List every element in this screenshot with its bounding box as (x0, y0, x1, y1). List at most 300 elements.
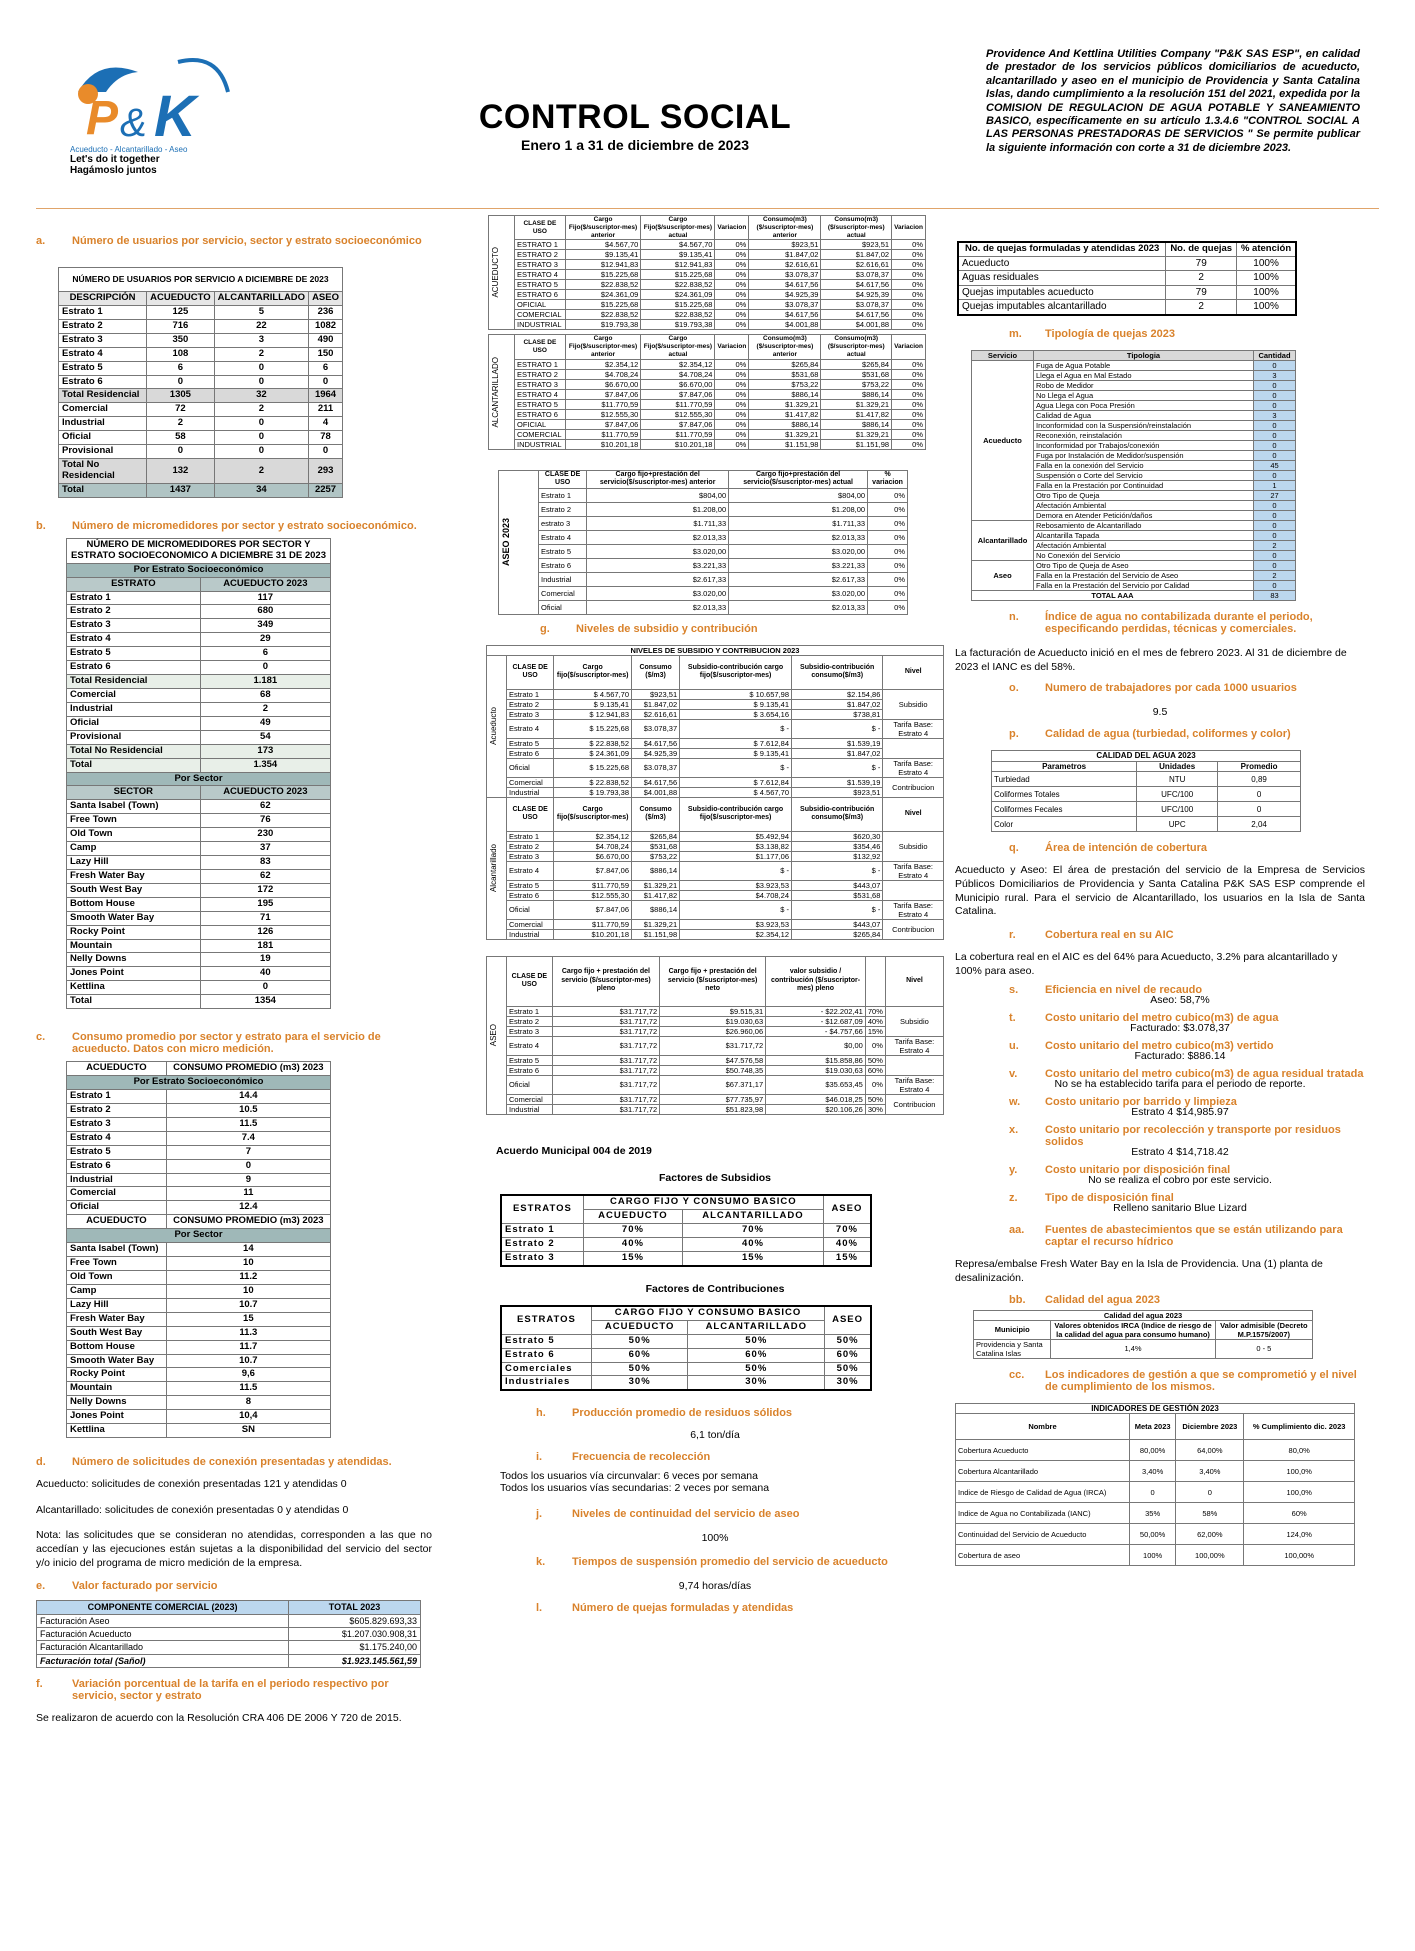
table-cell: 11.5 (166, 1382, 330, 1396)
table-row (489, 399, 926, 409)
table-cell: 0 (147, 375, 215, 389)
table-cell: $19.030,63 (766, 1065, 866, 1075)
tipologia-cell: Reconexión, reinstalación (1034, 430, 1254, 440)
section-title: Variación porcentual de la tarifa en el periodo respectivo por servicio, sector y estrato (72, 1677, 389, 1702)
side-label (487, 797, 507, 939)
table-row (67, 730, 331, 744)
table-cell: $1.329,21 (749, 399, 821, 409)
facturado-table (36, 1600, 421, 1668)
table-row (67, 1215, 331, 1229)
table-cell: Coliformes Fecales (992, 802, 1137, 817)
side-label (489, 216, 515, 330)
logo-tagline: Acueducto - Alcantarillado - Aseo (70, 145, 188, 154)
table-row (501, 1348, 871, 1362)
table-row (487, 880, 944, 890)
table-cell: $2.013,33 (729, 530, 868, 544)
table-cell: Por Sector (67, 1229, 331, 1243)
table-cell: $531,68 (792, 890, 883, 900)
table-cell: Estrato 6 (539, 558, 587, 572)
table-cell: 0% (868, 530, 908, 544)
table-cell: Estrato 5 (539, 544, 587, 558)
table-cell: 50% (825, 1334, 871, 1348)
table-cell: Industrial (507, 929, 554, 939)
table-cell: 62,00% (1176, 1524, 1244, 1545)
table-cell: Free Town (67, 814, 201, 828)
table-row (67, 577, 331, 591)
table-header-cell: CLASE DE USO (515, 216, 566, 240)
logo-slogan-es: Hagámoslo juntos (70, 165, 157, 176)
table-cell: $4.925,39 (749, 290, 821, 300)
table-header-cell: ESTRATOS (501, 1306, 591, 1334)
table-cell: $9.135,41 (565, 250, 641, 260)
table-cell: CALIDAD DEL AGUA 2023 (992, 751, 1301, 762)
tipologia-cell: Calidad de Agua (1034, 410, 1254, 420)
table-cell: Fresh Water Bay (67, 869, 201, 883)
table-row (487, 689, 944, 699)
table-cell: 58% (1176, 1503, 1244, 1524)
table-cell: Indice de Riesgo de Calidad de Agua (IRCA) (956, 1482, 1130, 1503)
table-cell: $2.617,33 (587, 572, 729, 586)
section-title: Tipología de quejas 2023 (1045, 327, 1176, 340)
table-cell: 1.354 (200, 758, 330, 772)
cobertura-area-text: Acueducto y Aseo: El área de prestación del servicio de la Empresa de Servicios Públicos Domiciliarios de Providencia y Santa Catalina P&K SAS ESP comprende el Municipio rural. Para el servicio de Alcantarillado, los usuarios en la Isla de Santa Catalina. (955, 864, 1365, 918)
table-row (487, 1094, 944, 1104)
table-cell: $3.138,82 (680, 841, 792, 851)
table-cell: 100% (1237, 300, 1296, 315)
table-cell: $1.151,98 (821, 439, 892, 449)
table-cell: 0 (200, 981, 330, 995)
table-header-cell: ESTRATOS (501, 1195, 583, 1223)
page-subtitle: Enero 1 a 31 de diciembre de 2023 (520, 137, 749, 153)
side-label-text: Acueducto (489, 707, 498, 745)
table-row (67, 939, 331, 953)
section-letter: bb. (1009, 1293, 1026, 1306)
continuidad-valor: 100% (701, 1532, 729, 1545)
table-row (67, 1243, 331, 1257)
table-cell: $ 12.941,83 (554, 709, 632, 719)
table-row (956, 1461, 1355, 1482)
table-cell: $3.221,33 (729, 558, 868, 572)
table-cell: $6.670,00 (554, 851, 632, 861)
table-cell: 30% (865, 1104, 885, 1114)
table-cell: 6 (309, 361, 343, 375)
table-cell: Estrato 5 (501, 1334, 591, 1348)
table-row (67, 786, 331, 800)
table-cell: 0% (715, 439, 749, 449)
table-cell: Estrato 6 (507, 748, 554, 758)
table-cell: 10 (166, 1257, 330, 1271)
table-row (67, 967, 331, 981)
table-cell: Comercial (507, 1094, 553, 1104)
table-cell: 3,40% (1129, 1461, 1175, 1482)
table-row (501, 1237, 871, 1251)
tarifas-alcantarillado-table (488, 334, 926, 449)
table-row (59, 459, 343, 484)
cantidad-cell: 0 (1254, 530, 1296, 540)
table-cell: 150 (309, 347, 343, 361)
nivel-cell: Subsidio (883, 831, 944, 861)
table-cell: 70% (683, 1224, 824, 1238)
table-row (972, 360, 1296, 370)
table-row (67, 1424, 331, 1438)
table-cell: 211 (309, 403, 343, 417)
table-cell: Industrial (59, 417, 147, 431)
table-cell: South West Bay (67, 883, 201, 897)
table-cell: NÚMERO DE MICROMEDIDORES POR SECTOR Y ESTRATO SOCIOECONOMICO A DICIEMBRE 31 DE 2023 (67, 538, 331, 563)
section-letter: aa. (1009, 1224, 1025, 1237)
table-cell: $11.770,59 (641, 429, 715, 439)
table-cell: Lazy Hill (67, 856, 201, 870)
table-cell: $3.078,37 (749, 270, 821, 280)
table-cell: $605.829.693,33 (289, 1614, 421, 1627)
table-cell: $4.708,24 (641, 369, 715, 379)
section-letter: e. (36, 1580, 46, 1593)
table-cell: Comerciales (501, 1362, 591, 1376)
table-cell: Old Town (67, 1271, 167, 1285)
table-cell: ESTRATO 6 (515, 409, 566, 419)
table-cell: $15.225,68 (641, 270, 715, 280)
table-cell: $443,07 (792, 880, 883, 890)
table-cell: Estrato 2 (507, 699, 554, 709)
table-row (487, 738, 944, 748)
cantidad-cell: 0 (1254, 430, 1296, 440)
section-i-heading (536, 1451, 944, 1463)
table-cell: 72 (147, 403, 215, 417)
table-row (992, 761, 1301, 772)
table-row (487, 929, 944, 939)
table-cell: $4.925,39 (821, 290, 892, 300)
nivel-cell: Contribucion (883, 777, 944, 797)
table-cell: 0% (892, 320, 926, 330)
table-cell: $1.208,00 (729, 502, 868, 516)
table-cell: Total No Residencial (67, 744, 201, 758)
table-cell: $1.847,02 (632, 699, 680, 709)
table-header-cell: CLASE DE USO (539, 470, 587, 488)
table-cell: Estrato 2 (59, 319, 147, 333)
table-cell: 6 (200, 647, 330, 661)
tipologia-cell: Agua Llega con Poca Presión (1034, 400, 1254, 410)
table-cell: $886,14 (749, 389, 821, 399)
table-cell: $1.711,33 (729, 516, 868, 530)
logo (58, 52, 258, 182)
table-cell: - $4.757,66 (766, 1026, 866, 1036)
table-cell: $1.207.030.908,31 (289, 1627, 421, 1640)
table-cell: $3.020,00 (587, 586, 729, 600)
section-letter: c. (36, 1031, 46, 1044)
table-cell: Coliformes Totales (992, 787, 1137, 802)
section-letter: w. (1009, 1096, 1021, 1109)
table-cell: Nelly Downs (67, 953, 201, 967)
table-row (59, 417, 343, 431)
table-cell: $1.208,00 (587, 502, 729, 516)
table-cell: Santa Isabel (Town) (67, 1243, 167, 1257)
table-cell: 70% (583, 1224, 682, 1238)
table-cell: Industrial (67, 1173, 167, 1187)
table-cell: Indice de Agua no Contabilizada (IANC) (956, 1503, 1130, 1524)
section-letter: x. (1009, 1124, 1019, 1137)
table-row (487, 748, 944, 758)
calidad-agua-table (991, 750, 1301, 832)
table-cell: $11.770,59 (554, 880, 632, 890)
table-cell: 10,4 (166, 1410, 330, 1424)
table-cell: $1.711,33 (587, 516, 729, 530)
table-cell: $67.371,17 (660, 1075, 766, 1094)
table-cell: $1.539,19 (792, 738, 883, 748)
table-cell: Kettlina (67, 1424, 167, 1438)
table-cell: Estrato 3 (507, 851, 554, 861)
fuentes-text: Represa/embalse Fresh Water Bay en la Isla de Providencia. Una (1) planta de desalinización. (955, 1258, 1323, 1284)
table-row (67, 911, 331, 925)
table-row (499, 572, 908, 586)
table-cell: SECTOR (67, 786, 201, 800)
section-letter: i. (536, 1451, 543, 1464)
section-cc-heading (1009, 1369, 1365, 1393)
section-letter: z. (1009, 1192, 1018, 1205)
table-cell: Cobertura Acueducto (956, 1440, 1130, 1461)
cantidad-cell: 0 (1254, 360, 1296, 370)
table-cell: 236 (309, 305, 343, 319)
table-cell: $265,84 (792, 929, 883, 939)
table-cell: Por Estrato Socioeconómico (67, 1076, 331, 1090)
table-row (67, 702, 331, 716)
table-cell: 1305 (147, 389, 215, 403)
table-row (487, 1016, 944, 1026)
table-cell: 0 (1218, 802, 1301, 817)
table-cell: Comercial (59, 403, 147, 417)
subsidios-aseo-table (486, 956, 944, 1115)
table-row (67, 1201, 331, 1215)
table-row (958, 285, 1296, 300)
table-row (487, 1055, 944, 1065)
table-header-cell: Subsidio-contribución cargo fijo($/suscriptor-mes) (680, 797, 792, 831)
side-label-text: ASEO (489, 1023, 498, 1047)
table-cell: $265,84 (632, 831, 680, 841)
table-cell: $1.329,21 (632, 919, 680, 929)
table-cell: ESTRATO 2 (515, 250, 566, 260)
section-r-heading (1009, 929, 1365, 941)
table-cell: UFC/100 (1137, 802, 1218, 817)
table-cell: ESTRATO 1 (515, 359, 566, 369)
section-o-heading (1009, 682, 1365, 694)
table-cell: $886,14 (749, 419, 821, 429)
table-row (487, 900, 944, 919)
table-cell: $923,51 (632, 689, 680, 699)
table-row (487, 709, 944, 719)
table-cell: CONSUMO PROMEDIO (m3) 2023 (166, 1062, 330, 1076)
subsidios-table (486, 645, 944, 940)
section-letter: t. (1009, 1012, 1016, 1025)
table-cell: 10.5 (166, 1103, 330, 1117)
side-label-text: Alcantarillado (489, 844, 498, 893)
solicitudes-acueducto: Acueducto: solicitudes de conexión presentadas 121 y atendidas 0 (36, 1478, 347, 1491)
table-cell: Oficial (67, 1201, 167, 1215)
table-cell: Total Residencial (59, 389, 147, 403)
table-cell: $3.078,37 (821, 300, 892, 310)
table-header-cell: Variacion (892, 216, 926, 240)
table-row (67, 953, 331, 967)
table-row (499, 530, 908, 544)
table-cell: Industrial (507, 1104, 553, 1114)
table-cell: 8 (166, 1396, 330, 1410)
factores-subsidios-table (500, 1194, 872, 1267)
table-cell: $ - (792, 758, 883, 777)
table-cell: 1354 (200, 995, 330, 1009)
table-cell: 71 (200, 911, 330, 925)
table-cell: $12.555,30 (641, 409, 715, 419)
section-title: Fuentes de abastecimientos que se están utilizando para captar el recurso hídrico (1045, 1224, 1343, 1249)
table-cell: 2257 (309, 483, 343, 497)
table-header-cell: Nivel (885, 956, 943, 1006)
tipologia-cell: Falla en la Prestación por Continuidad (1034, 480, 1254, 490)
side-label-text: ASEO 2023 (501, 518, 511, 567)
table-cell: 32 (214, 389, 308, 403)
table-cell: % Cumplimiento dic. 2023 (1244, 1414, 1355, 1440)
logo-slogan-en: Let's do it together (70, 154, 160, 165)
table-cell: 14.4 (166, 1090, 330, 1104)
table-header-cell: ASEO (825, 1306, 871, 1334)
table-cell: 0% (868, 572, 908, 586)
table-row (956, 1524, 1355, 1545)
table-header-cell: Consumo ($/m3) (632, 655, 680, 689)
table-cell: 0% (715, 409, 749, 419)
table-row (974, 1339, 1313, 1358)
section-v-valor: No se ha establecido tarifa para el periodo de reporte. (1054, 1078, 1306, 1091)
section-aa-heading (1009, 1224, 1365, 1248)
table-cell: Total (67, 758, 201, 772)
table-cell: 0% (715, 389, 749, 399)
table-cell: $15.225,68 (565, 270, 641, 280)
table-cell: $1.847,02 (749, 250, 821, 260)
table-row (489, 280, 926, 290)
table-cell: $ - (680, 861, 792, 880)
table-header-cell: Cargo Fijo($/suscriptor-mes) anterior (565, 216, 641, 240)
section-d-heading (36, 1456, 432, 1468)
table-cell: 11.3 (166, 1326, 330, 1340)
table-cell: Estrato 4 (507, 861, 554, 880)
table-cell: Camp (67, 1284, 167, 1298)
servicio-cell: Alcantarillado (972, 520, 1034, 560)
table-row (499, 488, 908, 502)
table-cell: $4.567,70 (565, 240, 641, 250)
table-row (487, 1065, 944, 1075)
table-cell: 40% (823, 1237, 871, 1251)
table-row (67, 1159, 331, 1173)
table-cell: 62 (200, 800, 330, 814)
table-cell: 15% (865, 1026, 885, 1036)
nivel-cell (883, 880, 944, 900)
section-letter: k. (536, 1556, 546, 1569)
table-row (67, 1090, 331, 1104)
table-cell: 2,04 (1218, 817, 1301, 832)
table-row (59, 403, 343, 417)
table-cell: $ 9.135,41 (554, 699, 632, 709)
tarifas-acueducto-table (488, 215, 926, 330)
table-row (489, 369, 926, 379)
table-cell: 0% (715, 429, 749, 439)
table-cell: Industriales (501, 1376, 591, 1390)
table-cell: 50% (591, 1334, 688, 1348)
table-cell: $31.717,72 (552, 1006, 659, 1016)
table-cell: 100,0% (1244, 1461, 1355, 1482)
table-cell: $804,00 (587, 488, 729, 502)
table-row (59, 431, 343, 445)
nivel-cell: Tarifa Base: Estrato 4 (883, 758, 944, 777)
table-cell: 100% (1129, 1545, 1175, 1566)
table-cell: 34 (214, 483, 308, 497)
table-row (67, 1173, 331, 1187)
table-cell: 490 (309, 333, 343, 347)
table-cell: $4.617,56 (821, 310, 892, 320)
table-cell: 0% (865, 1075, 885, 1094)
table-cell: 1964 (309, 389, 343, 403)
tipologia-cell: Robo de Medidor (1034, 380, 1254, 390)
table-cell: $3.078,37 (632, 758, 680, 777)
table-header-cell: Nivel (883, 655, 944, 689)
tipologia-table (971, 350, 1296, 601)
section-y-valor: No se realiza el cobro por este servicio. (1088, 1174, 1272, 1187)
table-row (487, 831, 944, 841)
table-cell: 0% (715, 369, 749, 379)
table-row (67, 619, 331, 633)
section-n-heading (1009, 611, 1365, 635)
table-cell: 0% (892, 310, 926, 320)
table-cell: $10.201,18 (565, 439, 641, 449)
table-cell: ESTRATO 4 (515, 270, 566, 280)
table-row (67, 1312, 331, 1326)
table-cell: Estrato 1 (507, 831, 554, 841)
table-cell: Comercial (507, 777, 554, 787)
table-cell: 1082 (309, 319, 343, 333)
table-row (487, 758, 944, 777)
table-row (67, 688, 331, 702)
table-cell: Estrato 6 (59, 375, 147, 389)
table-header-cell: Consumo ($/m3) (632, 797, 680, 831)
section-x-heading (1009, 1124, 1365, 1148)
table-cell: Estrato 3 (67, 1117, 167, 1131)
cantidad-cell: 0 (1254, 440, 1296, 450)
table-cell: $7.847,06 (554, 861, 632, 880)
table-cell: Providencia y Santa Catalina Islas (974, 1339, 1051, 1358)
section-letter: l. (536, 1602, 543, 1615)
section-g-heading (540, 623, 944, 635)
table-cell: $4.001,88 (749, 320, 821, 330)
table-row (487, 1075, 944, 1094)
irca-table (973, 1310, 1313, 1359)
table-cell: 70% (823, 1224, 871, 1238)
table-cell: 7 (166, 1145, 330, 1159)
section-title: Número de solicitudes de conexión presentadas y atendidas. (72, 1456, 392, 1469)
table-cell: 230 (200, 828, 330, 842)
table-cell: 0% (892, 250, 926, 260)
table-row (37, 1641, 421, 1654)
table-cell: 50% (591, 1362, 688, 1376)
table-cell: Oficial (539, 600, 587, 614)
table-cell: $ 24.361,09 (554, 748, 632, 758)
consumo-table (66, 1061, 331, 1438)
table-row (489, 379, 926, 389)
section-u-valor: Facturado: $886.14 (1134, 1050, 1226, 1063)
table-header-row (487, 956, 944, 1006)
table-cell: Mountain (67, 1382, 167, 1396)
table-row (974, 1320, 1313, 1339)
table-cell: $1.329,21 (821, 429, 892, 439)
table-cell: 0% (715, 310, 749, 320)
table-row (67, 1117, 331, 1131)
table-row (489, 290, 926, 300)
section-title: Costo unitario por disposición final (1045, 1164, 1231, 1177)
table-cell: $11.770,59 (565, 399, 641, 409)
section-letter: j. (536, 1508, 543, 1521)
